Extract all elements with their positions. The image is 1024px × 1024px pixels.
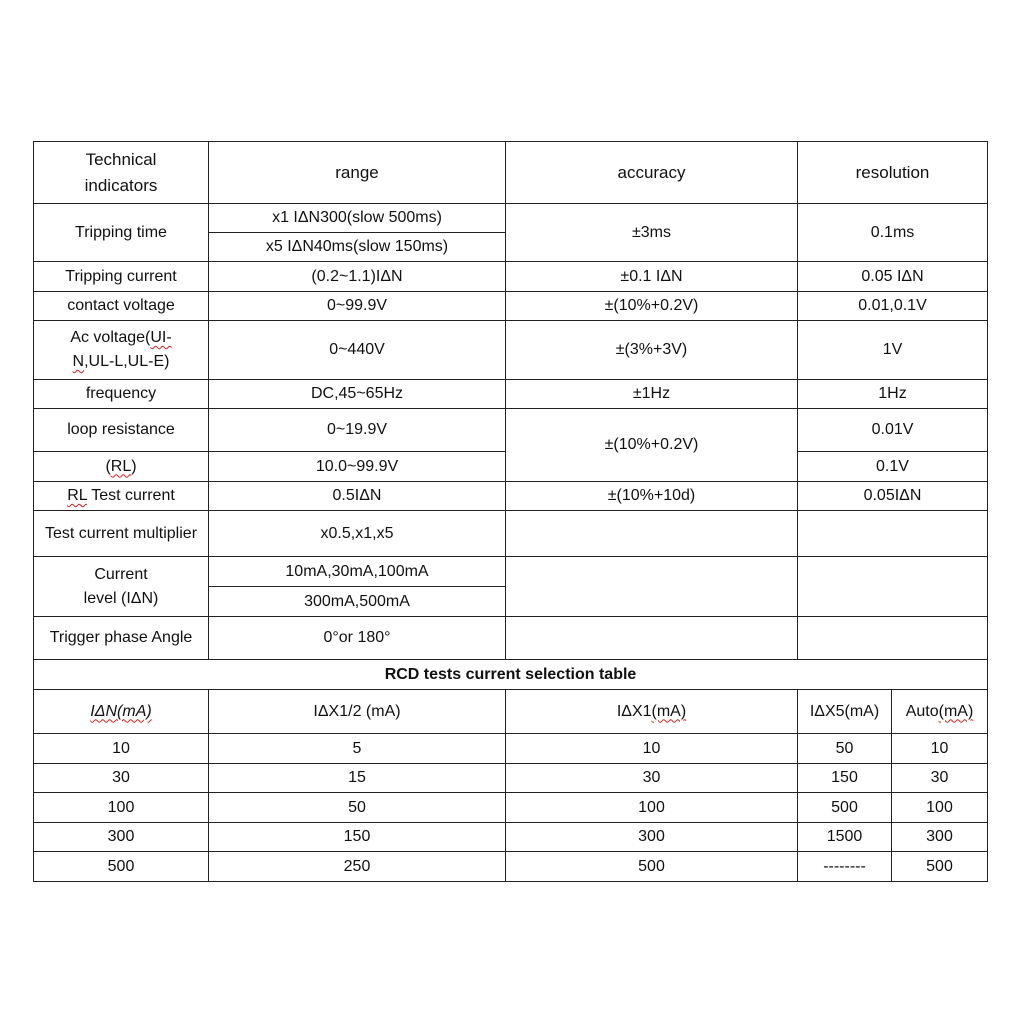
- rcd-cell: 10: [506, 734, 798, 764]
- rcd-title: RCD tests current selection table: [34, 660, 988, 690]
- ac-voltage-range: 0~440V: [209, 321, 506, 380]
- current-level-range-a: 10mA,30mA,100mA: [209, 557, 506, 587]
- frequency-accuracy: ±1Hz: [506, 380, 798, 409]
- rcd-cell: 50: [798, 734, 892, 764]
- tripping-time-range-b: x5 IΔN40ms(slow 150ms): [209, 233, 506, 262]
- rl-test-wavy: RL: [67, 487, 88, 504]
- multiplier-label: Test current multiplier: [34, 511, 209, 557]
- rcd-header-auto: [892, 690, 988, 734]
- frequency-label: frequency: [34, 380, 209, 409]
- rcd-cell: 10: [34, 734, 209, 764]
- table-row: [34, 734, 988, 764]
- rcd-title-row: [34, 660, 988, 690]
- rcd-cell: 30: [34, 764, 209, 793]
- spec-table: [33, 141, 988, 882]
- rcd-cell: 150: [798, 764, 892, 793]
- ac-voltage-label-2b: ,UL-L,UL-E): [84, 353, 170, 370]
- frequency-resolution: 1Hz: [798, 380, 988, 409]
- rcd-cell: 30: [506, 764, 798, 793]
- tripping-current-range: (0.2~1.1)IΔN: [209, 262, 506, 292]
- rcd-cell: 500: [34, 852, 209, 882]
- rcd-header-auto-main: Auto: [905, 702, 939, 720]
- trigger-phase-accuracy: [506, 617, 798, 660]
- ac-voltage-label: [34, 321, 209, 380]
- current-level-label: [34, 557, 209, 617]
- loop-resistance-resolution-b: 0.1V: [798, 452, 988, 482]
- rcd-cell: 150: [209, 823, 506, 852]
- rcd-cell: 100: [506, 793, 798, 823]
- tripping-current-accuracy: ±0.1 IΔN: [506, 262, 798, 292]
- rl-wavy: RL: [110, 457, 132, 475]
- rl-test-current-label: [34, 482, 209, 511]
- tripping-current-resolution: 0.05 IΔN: [798, 262, 988, 292]
- trigger-phase-label: Trigger phase Angle: [34, 617, 209, 660]
- trigger-phase-range: 0°or 180°: [209, 617, 506, 660]
- rcd-cell: 300: [892, 823, 988, 852]
- current-level-resolution: [798, 557, 988, 617]
- rcd-header-row: [34, 690, 988, 734]
- table-row: [34, 793, 988, 823]
- row-loop-resistance: [34, 409, 988, 452]
- rcd-cell: 1500: [798, 823, 892, 852]
- rcd-header-idn-text: IΔN(mA): [90, 702, 152, 720]
- table-row: [34, 852, 988, 882]
- rcd-cell: 10: [892, 734, 988, 764]
- rcd-cell: 300: [506, 823, 798, 852]
- contact-voltage-accuracy: ±(10%+0.2V): [506, 292, 798, 321]
- row-tripping-time: [34, 204, 988, 233]
- rl-test-rest: Test current: [87, 487, 175, 504]
- current-level-line2: level (IΔN): [83, 589, 159, 607]
- rcd-cell: 500: [798, 793, 892, 823]
- ac-voltage-label-1a: Ac voltage(: [70, 329, 151, 346]
- tripping-time-resolution: 0.1ms: [798, 204, 988, 262]
- rcd-header-half-unit: (mA): [361, 702, 401, 720]
- trigger-phase-resolution: [798, 617, 988, 660]
- header-resolution: resolution: [798, 142, 988, 204]
- ac-voltage-accuracy: ±(3%+3V): [506, 321, 798, 380]
- ac-voltage-label-1b: UI-: [150, 329, 172, 346]
- rcd-header-x1: [506, 690, 798, 734]
- tripping-current-label: Tripping current: [34, 262, 209, 292]
- table-row: [34, 764, 988, 793]
- table-row: [34, 823, 988, 852]
- contact-voltage-range: 0~99.9V: [209, 292, 506, 321]
- tripping-time-accuracy: ±3ms: [506, 204, 798, 262]
- row-frequency: [34, 380, 988, 409]
- tripping-time-label: Tripping time: [34, 204, 209, 262]
- loop-resistance-label-b: [34, 452, 209, 482]
- ac-voltage-resolution: 1V: [798, 321, 988, 380]
- row-ac-voltage: [34, 321, 988, 380]
- rcd-header-half-main: IΔX1/2: [313, 702, 362, 720]
- contact-voltage-resolution: 0.01,0.1V: [798, 292, 988, 321]
- loop-resistance-range-a: 0~19.9V: [209, 409, 506, 452]
- rcd-header-x5-unit: (mA): [844, 702, 880, 720]
- header-row: [34, 142, 988, 204]
- rcd-header-x1-main: IΔX1: [616, 702, 652, 720]
- rl-close: ): [131, 457, 137, 475]
- rcd-header-half: [209, 690, 506, 734]
- header-indicators-line2: indicators: [84, 175, 158, 195]
- rl-test-current-resolution: 0.05IΔN: [798, 482, 988, 511]
- loop-resistance-label: loop resistance: [34, 409, 209, 452]
- multiplier-range: x0.5,x1,x5: [209, 511, 506, 557]
- rl-test-current-range: 0.5IΔN: [209, 482, 506, 511]
- multiplier-accuracy: [506, 511, 798, 557]
- rcd-cell: --------: [798, 852, 892, 882]
- rcd-cell: 50: [209, 793, 506, 823]
- rcd-cell: 15: [209, 764, 506, 793]
- current-level-line1: Current: [94, 565, 148, 583]
- rcd-header-idn: [34, 690, 209, 734]
- header-indicators-line1: Technical: [85, 150, 157, 169]
- row-tripping-current: [34, 262, 988, 292]
- rcd-header-x5: [798, 690, 892, 734]
- header-accuracy: accuracy: [506, 142, 798, 204]
- loop-resistance-range-b: 10.0~99.9V: [209, 452, 506, 482]
- rcd-cell: 500: [506, 852, 798, 882]
- row-contact-voltage: [34, 292, 988, 321]
- row-test-current-multiplier: [34, 511, 988, 557]
- rcd-cell: 100: [892, 793, 988, 823]
- header-range: range: [209, 142, 506, 204]
- row-trigger-phase: [34, 617, 988, 660]
- rcd-cell: 500: [892, 852, 988, 882]
- rcd-header-x5-main: IΔX5: [809, 702, 845, 720]
- contact-voltage-label: contact voltage: [34, 292, 209, 321]
- tripping-time-range-a: x1 IΔN300(slow 500ms): [209, 204, 506, 233]
- frequency-range: DC,45~65Hz: [209, 380, 506, 409]
- rcd-header-auto-unit: (mA): [938, 702, 974, 720]
- loop-resistance-accuracy: ±(10%+0.2V): [506, 409, 798, 482]
- ac-voltage-label-2a: N: [72, 353, 85, 370]
- current-level-range-b: 300mA,500mA: [209, 587, 506, 617]
- multiplier-resolution: [798, 511, 988, 557]
- rcd-cell: 250: [209, 852, 506, 882]
- row-rl-test-current: [34, 482, 988, 511]
- rcd-cell: 30: [892, 764, 988, 793]
- rl-open: (: [105, 457, 111, 475]
- header-indicators: [34, 142, 209, 204]
- rcd-header-x1-unit: (mA): [651, 702, 687, 720]
- loop-resistance-resolution-a: 0.01V: [798, 409, 988, 452]
- row-current-level: [34, 557, 988, 587]
- rcd-cell: 5: [209, 734, 506, 764]
- rl-test-current-accuracy: ±(10%+10d): [506, 482, 798, 511]
- rcd-cell: 300: [34, 823, 209, 852]
- current-level-accuracy: [506, 557, 798, 617]
- rcd-cell: 100: [34, 793, 209, 823]
